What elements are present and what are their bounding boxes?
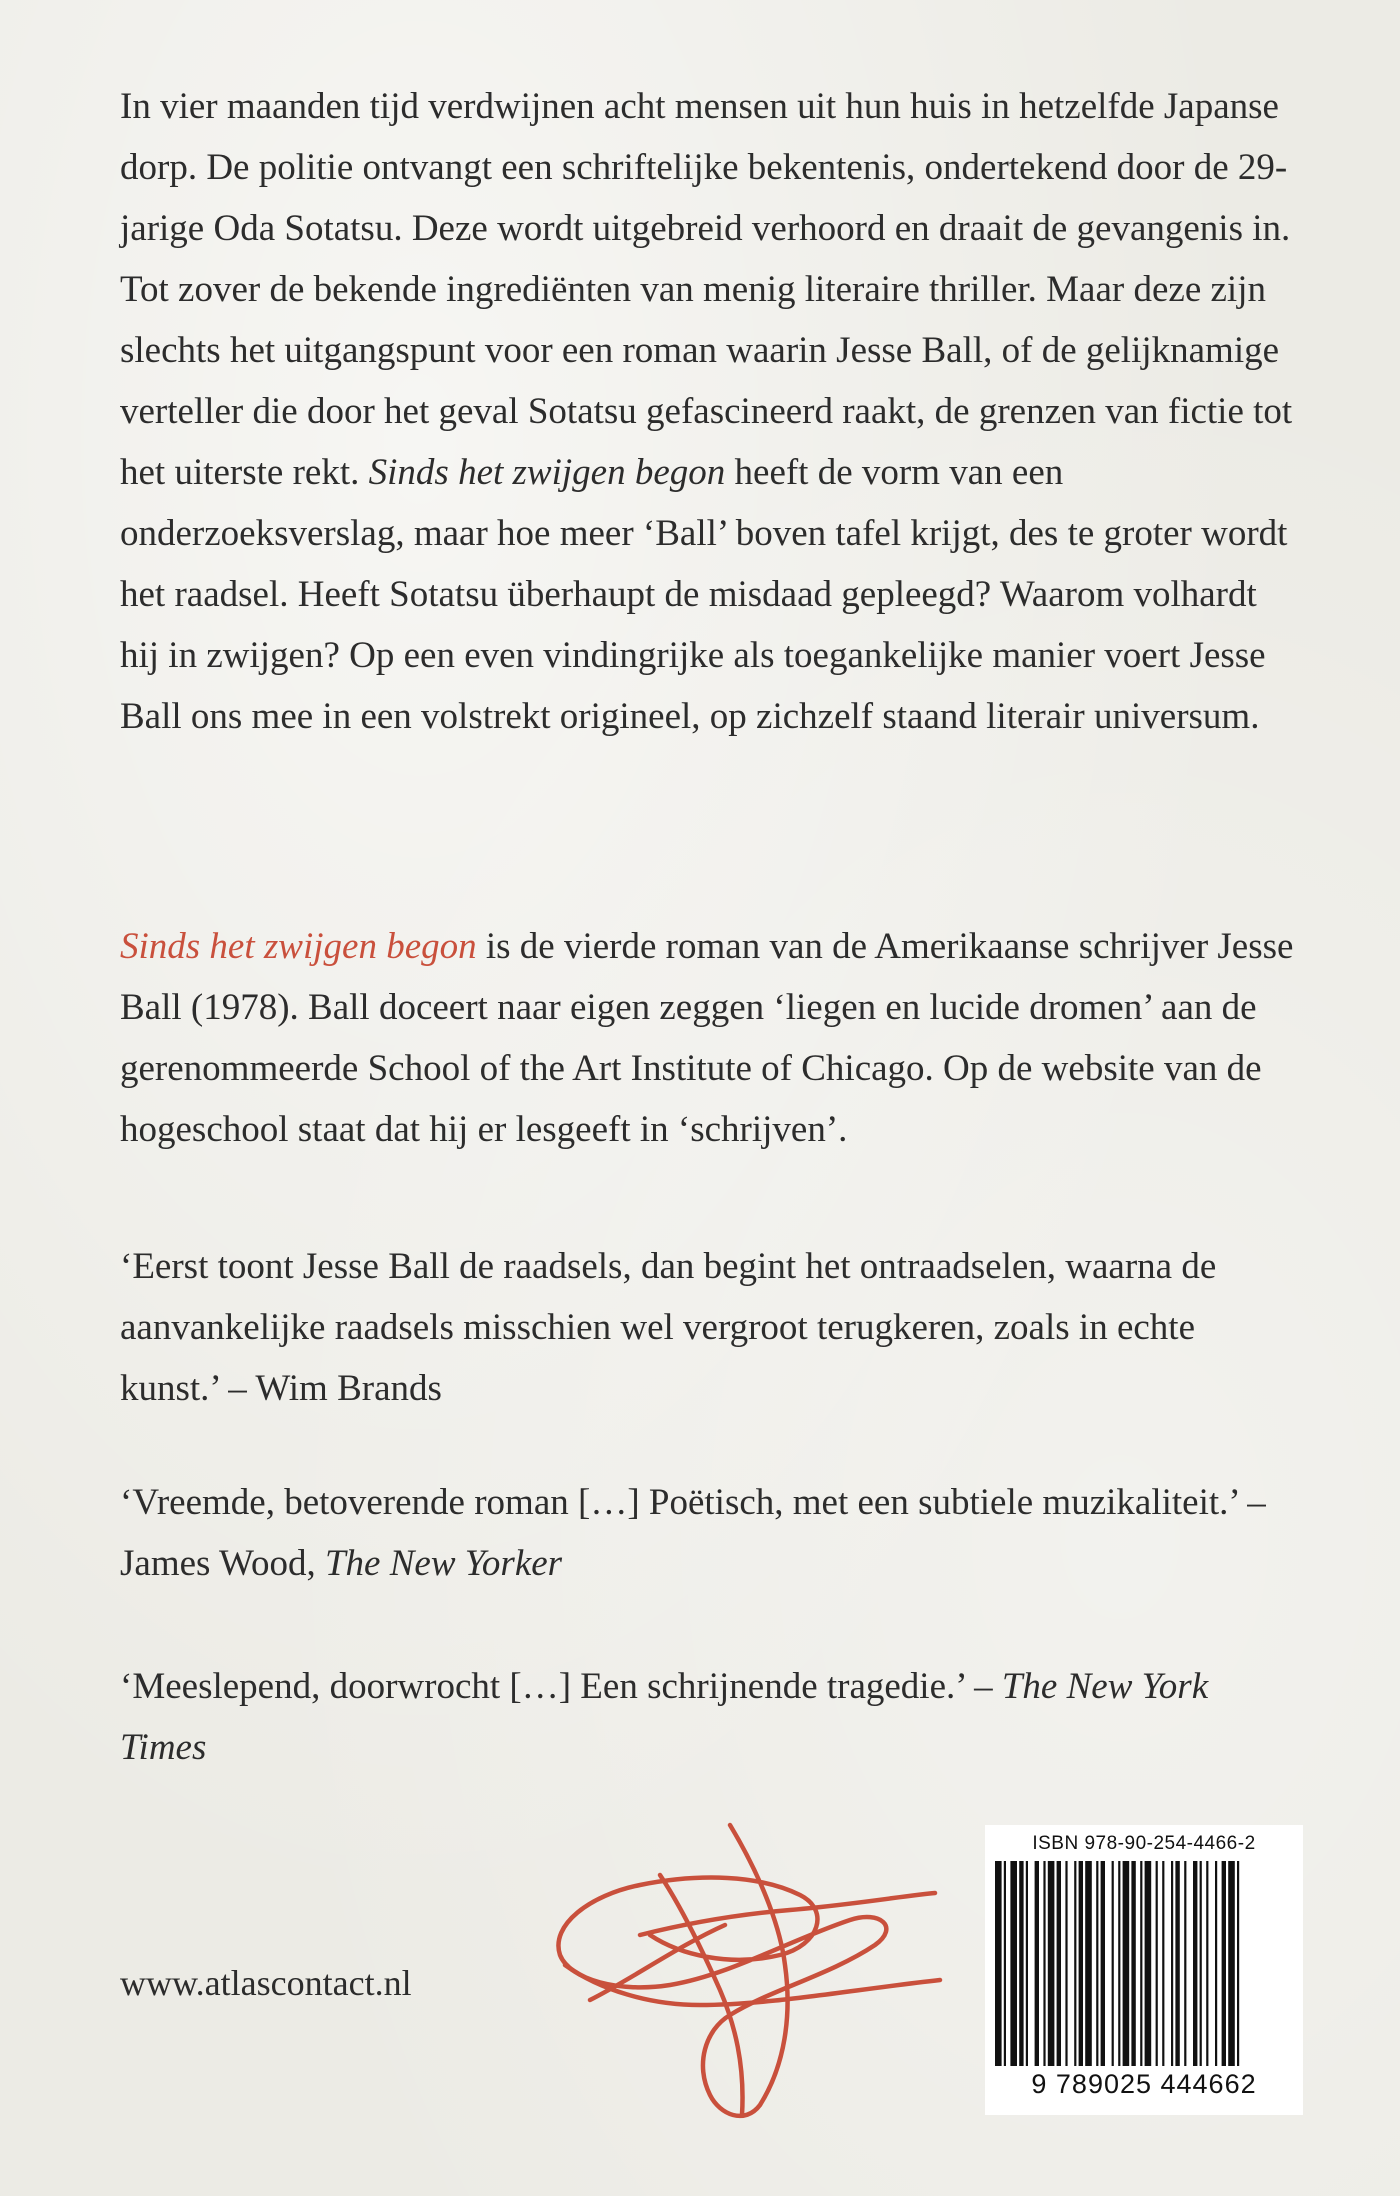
barcode-bar [1019,1861,1023,2066]
review-quote-2 [120,1472,1300,1594]
barcode-bar [1222,1861,1226,2066]
barcode-bar [1145,1861,1152,2066]
barcode-bar [1140,1861,1142,2066]
barcode-bar [1175,1861,1179,2066]
barcode-bar [1156,1861,1158,2066]
barcode-bar [1065,1861,1067,2066]
synopsis-text-part1: In vier maanden tijd verdwijnen acht mensen uit hun huis in hetzelfde Japanse dorp. De politie ontvangt een schriftelijke bekentenis, ondertekend door de 29-jarige Oda Sotatsu. Deze wordt uitgebreid verhoord en draait de gevangenis in. Tot zover de bekende ingrediënten van menig literaire thriller. Maar deze zijn slechts het uitgangspunt voor een roman waarin Jesse Ball, of de gelijknamige verteller die door het geval Sotatsu gefascineerd raakt, de grenzen van fictie tot het uiterste rekt. [120,86,1293,493]
barcode-bar [1010,1861,1017,2066]
author-bio-paragraph [120,916,1300,1160]
bio-book-title: Sinds het zwijgen begon [120,926,477,967]
barcode-bar [1200,1861,1202,2066]
barcode-bar [1171,1861,1173,2066]
quote-3-source: The New York Times [120,1666,1209,1768]
bio-text: is de vierde roman van de Amerikaanse schrijver Jesse Ball (1978). Ball doceert naar eigen zeggen ‘liegen en lucide dromen’ aan de gerenommeerde School of the Art Institute of Chicago. Op de website van de hogeschool staat dat hij er lesgeeft in ‘schrijven’. [120,926,1294,1150]
synopsis-text-part2: heeft de vorm van een onderzoeksverslag, maar hoe meer ‘Ball’ boven tafel krijgt, des te groter wordt het raadsel. Heeft Sotatsu überhaupt de misdaad gepleegd? Waarom volhardt hij in zwijgen? Op een even vindingrijke als toegankelijke manier voert Jesse Ball ons mee in een volstrekt origineel, op zichzelf staand literair universum. [120,452,1288,737]
barcode-bar [1184,1861,1186,2066]
publisher-website[interactable]: www.atlascontact.nl [120,1963,412,2003]
barcode-bar [1085,1861,1092,2066]
barcode-bar [995,1861,1002,2066]
barcode-bar [1043,1861,1045,2066]
isbn-label: ISBN 978-90-254-4466-2 [1032,1833,1256,1854]
barcode-bar [1026,1861,1028,2066]
quote-3-text: ‘Meeslepend, doorwrocht […] Een schrijnende tragedie.’ – [120,1666,1002,1707]
barcode-bar [1228,1861,1235,2066]
barcode-bar [1048,1861,1055,2066]
barcode-bars [995,1861,1293,2066]
barcode-bar [1193,1861,1197,2066]
quote-1-text: ‘Eerst toont Jesse Ball de raadsels, dan begint het ontraadselen, waarna de aanvankelijke raadsels misschien wel vergroot terugkeren, zoals in echte kunst.’ – Wim Brands [120,1246,1217,1409]
barcode-bar [1079,1861,1083,2066]
barcode-bar [1096,1861,1098,2066]
barcode-bar [1118,1861,1120,2066]
quote-2-text: ‘Vreemde, betoverende roman […] Poëtisch, met een subtiele muzikaliteit.’ – James Wood, [120,1482,1266,1584]
review-quote-3 [120,1656,1300,1778]
quote-2-source: The New Yorker [324,1543,563,1584]
barcode-bar [1057,1861,1061,2066]
barcode-bar [1206,1861,1208,2066]
barcode-bar [1101,1861,1105,2066]
ean-digits: 9 789025 444662 [1031,2069,1257,2099]
isbn-barcode [985,1825,1303,2115]
barcode-bar [1162,1861,1164,2066]
barcode-bar [1004,1861,1006,2066]
barcode-bar [1035,1861,1039,2066]
barcode-bar [1123,1861,1130,2066]
synopsis-paragraph [120,76,1300,747]
review-quote-1 [120,1236,1300,1419]
barcode-bar [1215,1861,1217,2066]
synopsis-book-title: Sinds het zwijgen begon [368,452,726,493]
barcode-bar [1131,1861,1135,2066]
signature-scribble [530,1815,950,2135]
barcode-bar [1237,1861,1239,2066]
barcode-bar [1112,1861,1114,2066]
barcode-bar [1074,1861,1076,2066]
